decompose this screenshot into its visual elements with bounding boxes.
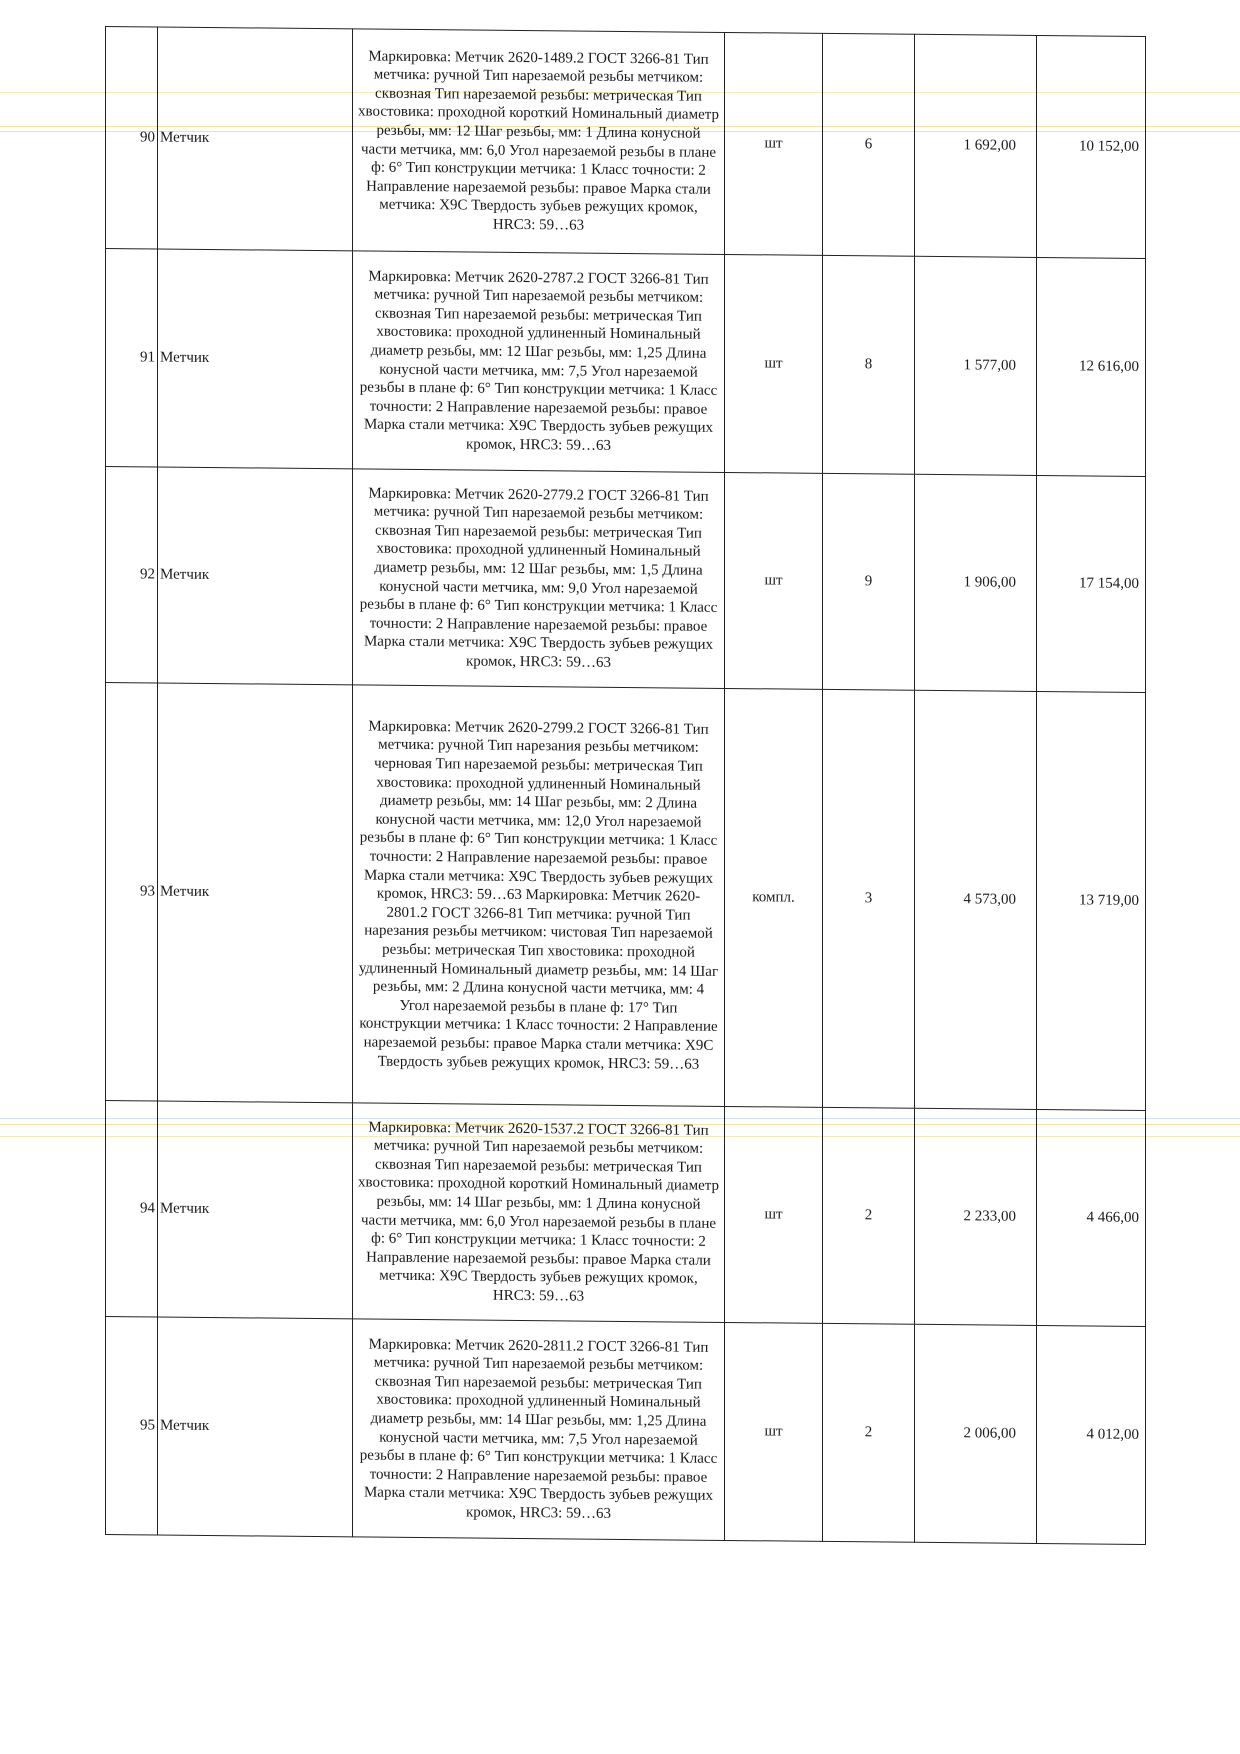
item-description: Маркировка: Метчик 2620-2779.2 ГОСТ 3266-81 Тип метчика: ручной Тип нарезаемой резьбы метчиком: сквозная Тип нарезаемой резьбы: метрическая Тип хвостовика: проходной удлиненный Номинальный диаметр резьбы, мм: 12 Шаг резьбы, мм: 1,5 Длина конусной части метчика, мм: 9,0 Угол нарезаемой резьбы в плане ф: 6° Тип конструкции метчика: 1 Класс точности: 2 Направление нарезаемой резьбы: правое Марка стали метчика: Х9С Твердость зубьев режущих кромок, HRC3: 59…63 bbox=[353, 469, 725, 689]
item-unit: шт bbox=[725, 254, 823, 473]
item-sum: 12 616,00 bbox=[1037, 257, 1146, 476]
row-number: 94 bbox=[106, 1101, 158, 1317]
item-unit: шт bbox=[725, 32, 823, 255]
item-name: Метчик bbox=[158, 467, 353, 685]
row-number: 91 bbox=[106, 249, 158, 467]
item-sum: 17 154,00 bbox=[1037, 475, 1146, 692]
item-price: 1 906,00 bbox=[915, 474, 1037, 691]
row-number: 93 bbox=[106, 683, 158, 1101]
table-row bbox=[106, 1101, 1146, 1327]
item-sum: 4 012,00 bbox=[1037, 1325, 1146, 1544]
item-unit: шт bbox=[725, 472, 823, 689]
item-unit: шт bbox=[725, 1106, 823, 1323]
item-sum: 13 719,00 bbox=[1037, 691, 1146, 1110]
table-row bbox=[106, 467, 1146, 693]
item-quantity: 2 bbox=[823, 1323, 915, 1542]
item-sum: 4 466,00 bbox=[1037, 1109, 1146, 1326]
item-quantity: 8 bbox=[823, 255, 915, 474]
item-name: Метчик bbox=[158, 249, 353, 469]
row-number: 92 bbox=[106, 467, 158, 683]
table-row bbox=[106, 683, 1146, 1111]
item-description: Маркировка: Метчик 2620-2811.2 ГОСТ 3266-81 Тип метчика: ручной Тип нарезаемой резьбы метчиком: сквозная Тип нарезаемой резьбы: метрическая Тип хвостовика: проходной удлиненный Номинальный диаметр резьбы, мм: 14 Шаг резьбы, мм: 1,25 Длина конусной части метчика, мм: 7,5 Угол нарезаемой резьбы в плане ф: 6° Тип конструкции метчика: 1 Класс точности: 2 Направление нарезаемой резьбы: правое Марка стали метчика: Х9С Твердость зубьев режущих кромок, HRC3: 59…63 bbox=[353, 1319, 725, 1541]
item-sum: 10 152,00 bbox=[1037, 35, 1146, 258]
item-description: Маркировка: Метчик 2620-1537.2 ГОСТ 3266-81 Тип метчика: ручной Тип нарезаемой резьбы метчиком: сквозная Тип нарезаемой резьбы: метрическая Тип хвостовика: проходной короткий Номинальный диаметр резьбы, мм: 14 Шаг резьбы, мм: 1 Длина конусной части метчика, мм: 6,0 Угол нарезаемой резьбы в плане ф: 6° Тип конструкции метчика: 1 Класс точности: 2 Направление нарезаемой резьбы: правое Марка стали метчика: Х9С Твердость зубьев режущих кромок, HRC3: 59…63 bbox=[353, 1103, 725, 1323]
item-price: 1 692,00 bbox=[915, 34, 1037, 257]
row-number: 95 bbox=[106, 1317, 158, 1535]
item-unit: компл. bbox=[725, 688, 823, 1107]
item-name: Метчик bbox=[158, 683, 353, 1103]
item-name: Метчик bbox=[158, 1101, 353, 1319]
item-price: 2 233,00 bbox=[915, 1108, 1037, 1325]
item-name: Метчик bbox=[158, 1317, 353, 1537]
item-quantity: 6 bbox=[823, 33, 915, 256]
item-quantity: 2 bbox=[823, 1107, 915, 1324]
table-row bbox=[106, 1317, 1146, 1545]
item-unit: шт bbox=[725, 1322, 823, 1541]
row-number: 90 bbox=[106, 27, 158, 249]
item-price: 2 006,00 bbox=[915, 1324, 1037, 1543]
table-row bbox=[106, 249, 1146, 477]
item-quantity: 9 bbox=[823, 473, 915, 690]
table-body bbox=[106, 27, 1146, 1545]
items-table bbox=[105, 26, 1146, 1545]
item-description: Маркировка: Метчик 2620-2787.2 ГОСТ 3266-81 Тип метчика: ручной Тип нарезаемой резьбы метчиком: сквозная Тип нарезаемой резьбы: метрическая Тип хвостовика: проходной удлиненный Номинальный диаметр резьбы, мм: 12 Шаг резьбы, мм: 1,25 Длина конусной части метчика, мм: 7,5 Угол нарезаемой резьбы в плане ф: 6° Тип конструкции метчика: 1 Класс точности: 2 Направление нарезаемой резьбы: правое Марка стали метчика: Х9С Твердость зубьев режущих кромок, HRC3: 59…63 bbox=[353, 251, 725, 473]
item-description: Маркировка: Метчик 2620-1489.2 ГОСТ 3266-81 Тип метчика: ручной Тип нарезаемой резьбы метчиком: сквозная Тип нарезаемой резьбы: метрическая Тип хвостовика: проходной короткий Номинальный диаметр резьбы, мм: 12 Шаг резьбы, мм: 1 Длина конусной части метчика, мм: 6,0 Угол нарезаемой резьбы в плане ф: 6° Тип конструкции метчика: 1 Класс точности: 2 Направление нарезаемой резьбы: правое Марка стали метчика: Х9С Твердость зубьев режущих кромок, HRC3: 59…63 bbox=[353, 29, 725, 255]
item-name: Метчик bbox=[158, 27, 353, 251]
item-description: Маркировка: Метчик 2620-2799.2 ГОСТ 3266-81 Тип метчика: ручной Тип нарезания резьбы метчиком: черновая Тип нарезаемой резьбы: метрическая Тип хвостовика: проходной удлиненный Номинальный диаметр резьбы, мм: 14 Шаг резьбы, мм: 2 Длина конусной части метчика, мм: 12,0 Угол нарезаемой резьбы в плане ф: 6° Тип конструкции метчика: 1 Класс точности: 2 Направление нарезаемой резьбы: правое Марка стали метчика: Х9С Твердость зубьев режущих кромок, HRC3: 59…63 Маркировка: Метчик 2620-2801.2 ГОСТ 3266-81 Тип метчика: ручной Тип нарезания резьбы метчиком: чистовая Тип нарезаемой резьбы: метрическая Тип хвостовика: проходной удлиненный Номинальный диаметр резьбы, мм: 14 Шаг резьбы, мм: 2 Длина конусной части метчика, мм: 4 Угол нарезаемой резьбы в плане ф: 17° Тип конструкции метчика: 1 Класс точности: 2 Направление нарезаемой резьбы: правое Марка стали метчика: Х9С Твердость зубьев режущих кромок, HRC3: 59…63 bbox=[353, 685, 725, 1107]
item-price: 4 573,00 bbox=[915, 690, 1037, 1109]
item-quantity: 3 bbox=[823, 689, 915, 1108]
table-row bbox=[106, 27, 1146, 259]
item-price: 1 577,00 bbox=[915, 256, 1037, 475]
